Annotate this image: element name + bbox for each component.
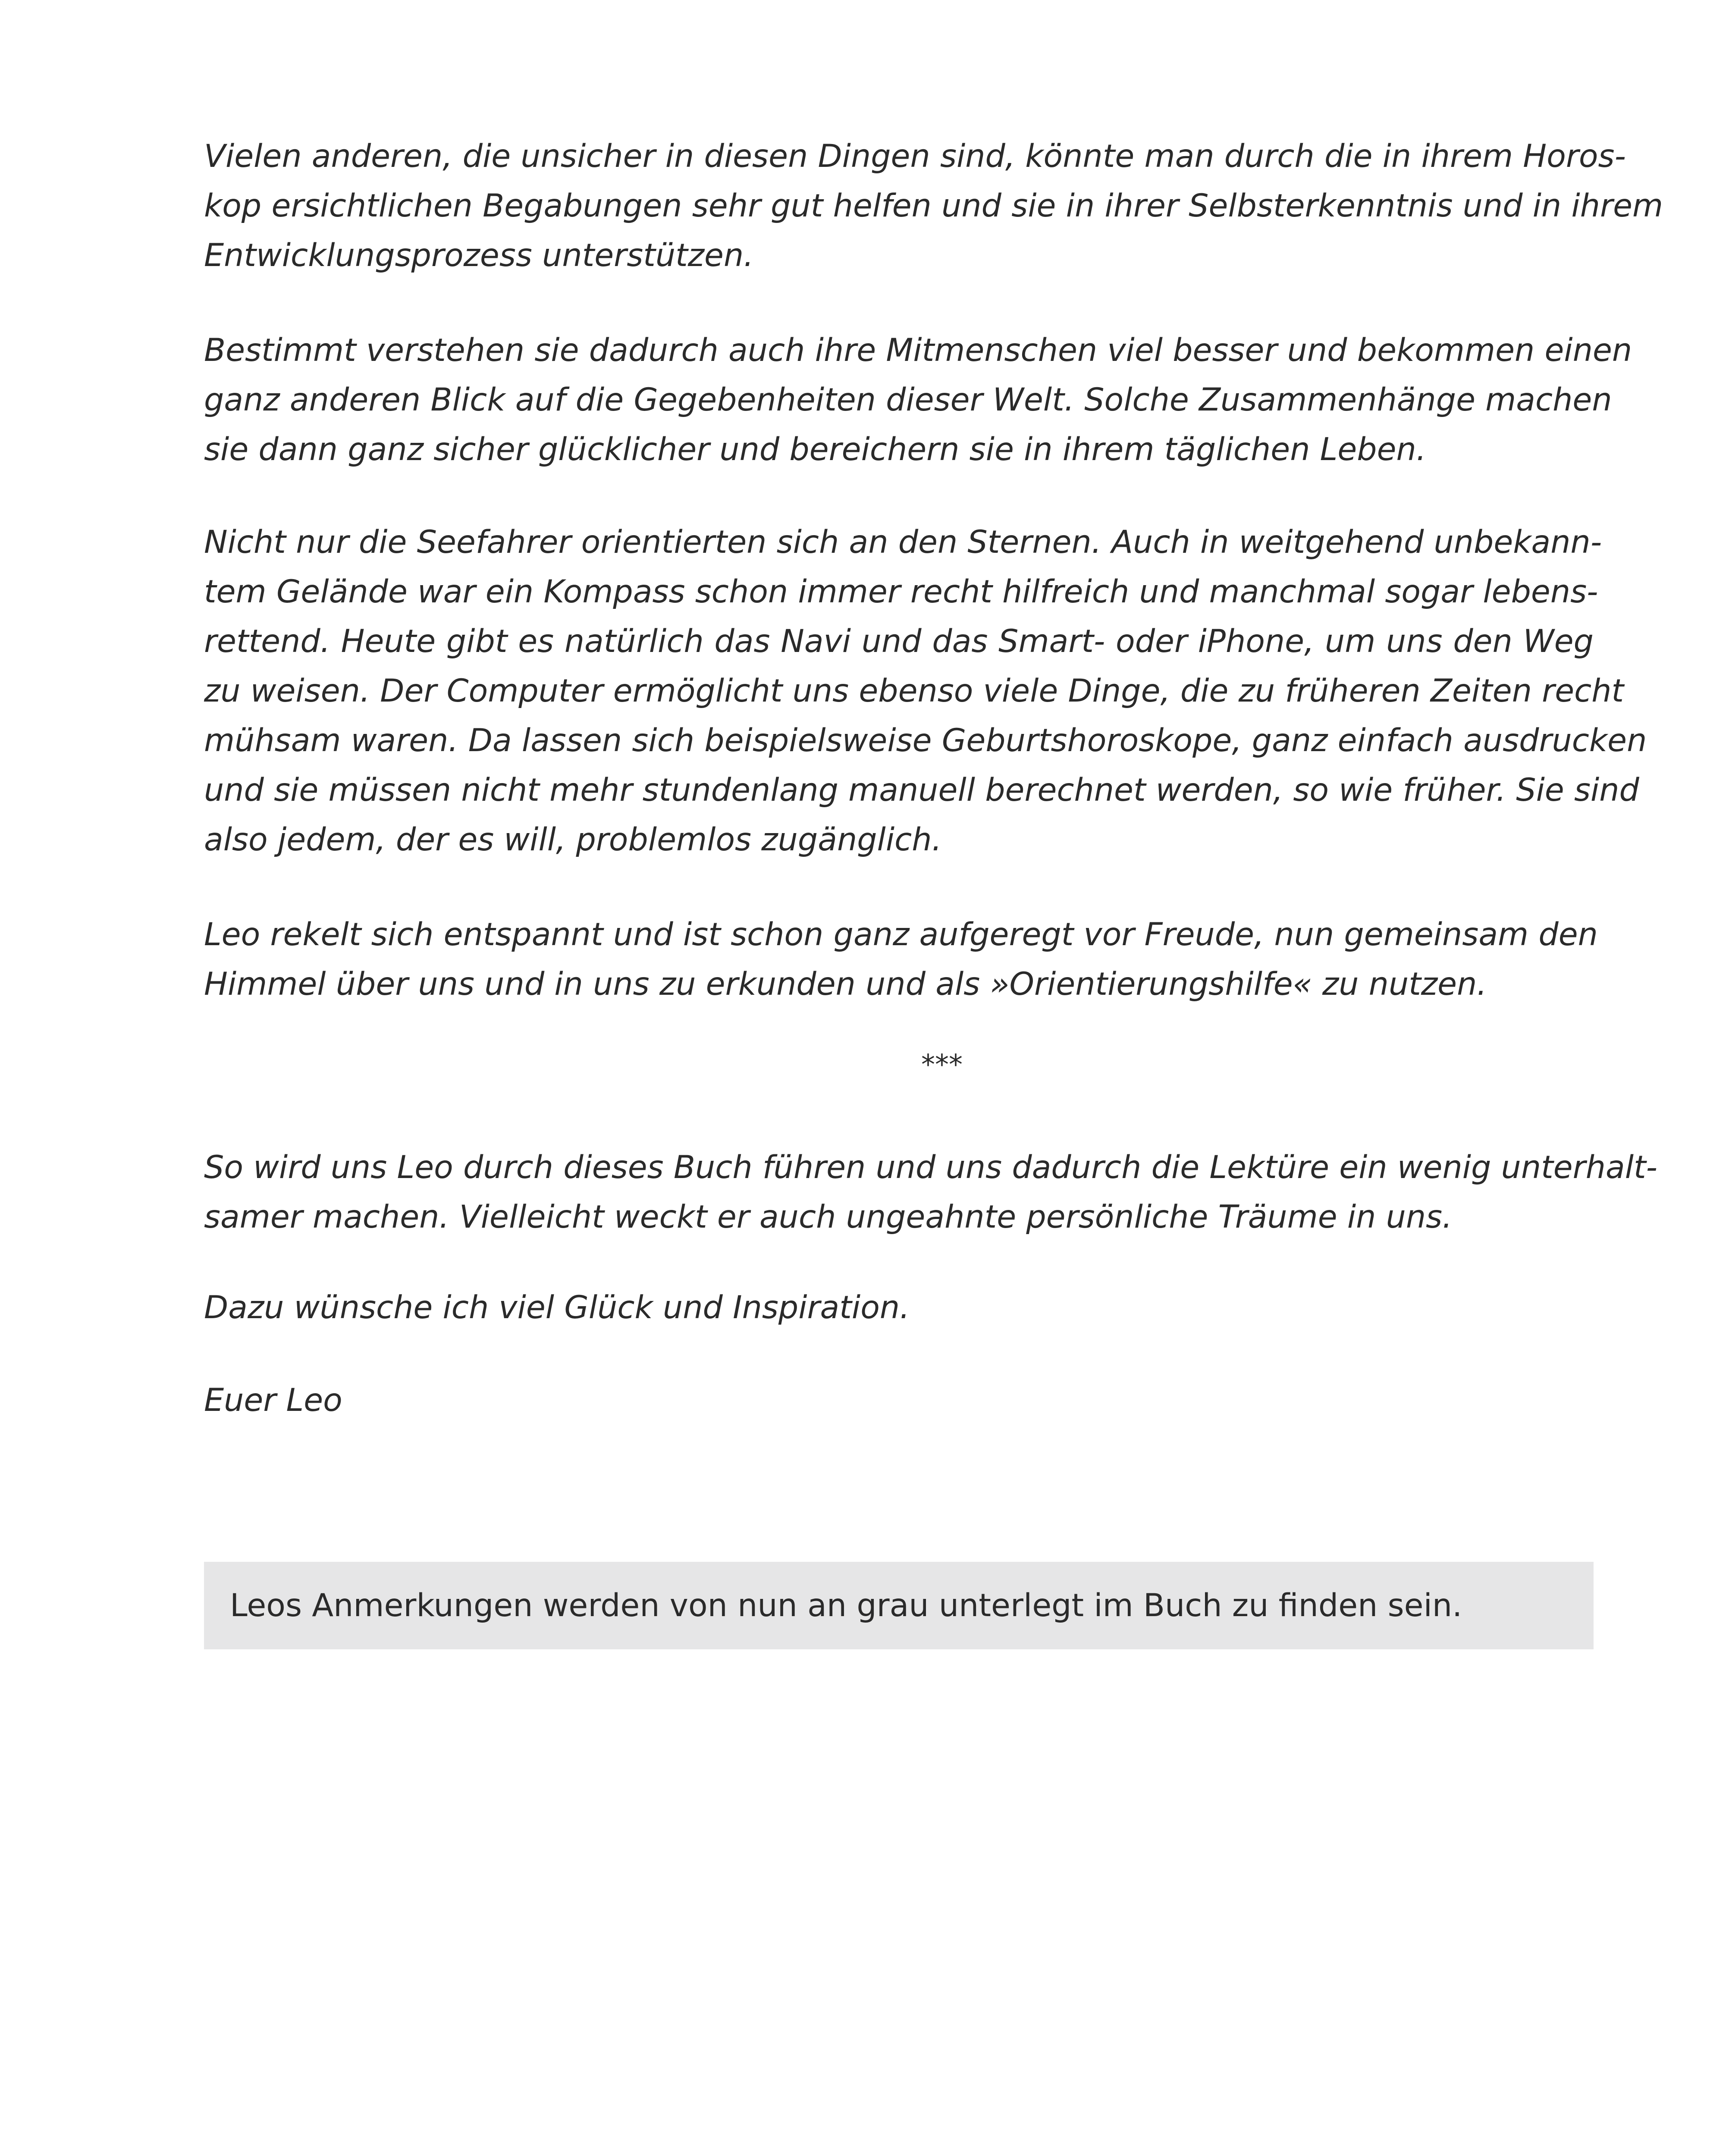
- closing-wish: [204, 1283, 1594, 1332]
- text-line: ganz anderen Blick auf die Gegebenheiten dieser Welt. Solche Zusammenhänge machen: [204, 382, 1612, 418]
- text-line: also jedem, der es will, problemlos zugänglich.: [204, 821, 942, 858]
- text-line: Nicht nur die Seefahrer orientierten sich an den Sternen. Auch in weitgehend unbekann-: [204, 524, 1602, 561]
- paragraph-4: [204, 910, 1598, 1009]
- text-line: Himmel über uns und in uns zu erkunden und als »Orientierungshilfe« zu nutzen.: [204, 966, 1487, 1003]
- text-line: Euer Leo: [204, 1382, 342, 1419]
- text-line: samer machen. Vielleicht weckt er auch ungeahnte persönliche Träume in uns.: [204, 1199, 1453, 1235]
- paragraph-1: [204, 132, 1663, 280]
- text-line: Vielen anderen, die unsicher in diesen Dingen sind, könnte man durch die in ihrem Horos-: [204, 138, 1626, 175]
- paragraph-3: [204, 517, 1647, 865]
- paragraph-2: [204, 326, 1632, 474]
- note-box: [204, 1562, 1594, 1649]
- text-line: rettend. Heute gibt es natürlich das Navi und das Smart- oder iPhone, um uns den Weg: [204, 623, 1594, 660]
- text-line: Dazu wünsche ich viel Glück und Inspiration.: [204, 1289, 910, 1326]
- text-line: Entwicklungsprozess unterstützen.: [204, 237, 754, 274]
- text-line: kop ersichtlichen Begabungen sehr gut helfen und sie in ihrer Selbsterkenntnis und in ihrem: [204, 188, 1663, 224]
- text-line: Leo rekelt sich entspannt und ist schon ganz aufgeregt vor Freude, nun gemeinsam den: [204, 916, 1598, 953]
- section-separator: ***: [921, 1049, 963, 1081]
- signature: [204, 1376, 1594, 1425]
- text-line: tem Gelände war ein Kompass schon immer recht hilfreich und manchmal sogar lebens-: [204, 573, 1598, 610]
- note-text: Leos Anmerkungen werden von nun an grau unterlegt im Buch zu finden sein.: [230, 1587, 1462, 1624]
- text-line: Bestimmt verstehen sie dadurch auch ihre Mitmenschen viel besser und bekommen einen: [204, 332, 1632, 369]
- paragraph-5: [204, 1143, 1657, 1242]
- text-line: So wird uns Leo durch dieses Buch führen und uns dadurch die Lektüre ein wenig unterhalt-: [204, 1149, 1657, 1186]
- text-line: mühsam waren. Da lassen sich beispielsweise Geburtshoroskope, ganz einfach ausdrucken: [204, 722, 1647, 759]
- text-line: zu weisen. Der Computer ermöglicht uns ebenso viele Dinge, die zu früheren Zeiten recht: [204, 673, 1624, 709]
- text-line: und sie müssen nicht mehr stundenlang manuell berechnet werden, so wie früher. Sie sind: [204, 772, 1639, 808]
- text-line: sie dann ganz sicher glücklicher und bereichern sie in ihrem täglichen Leben.: [204, 431, 1426, 468]
